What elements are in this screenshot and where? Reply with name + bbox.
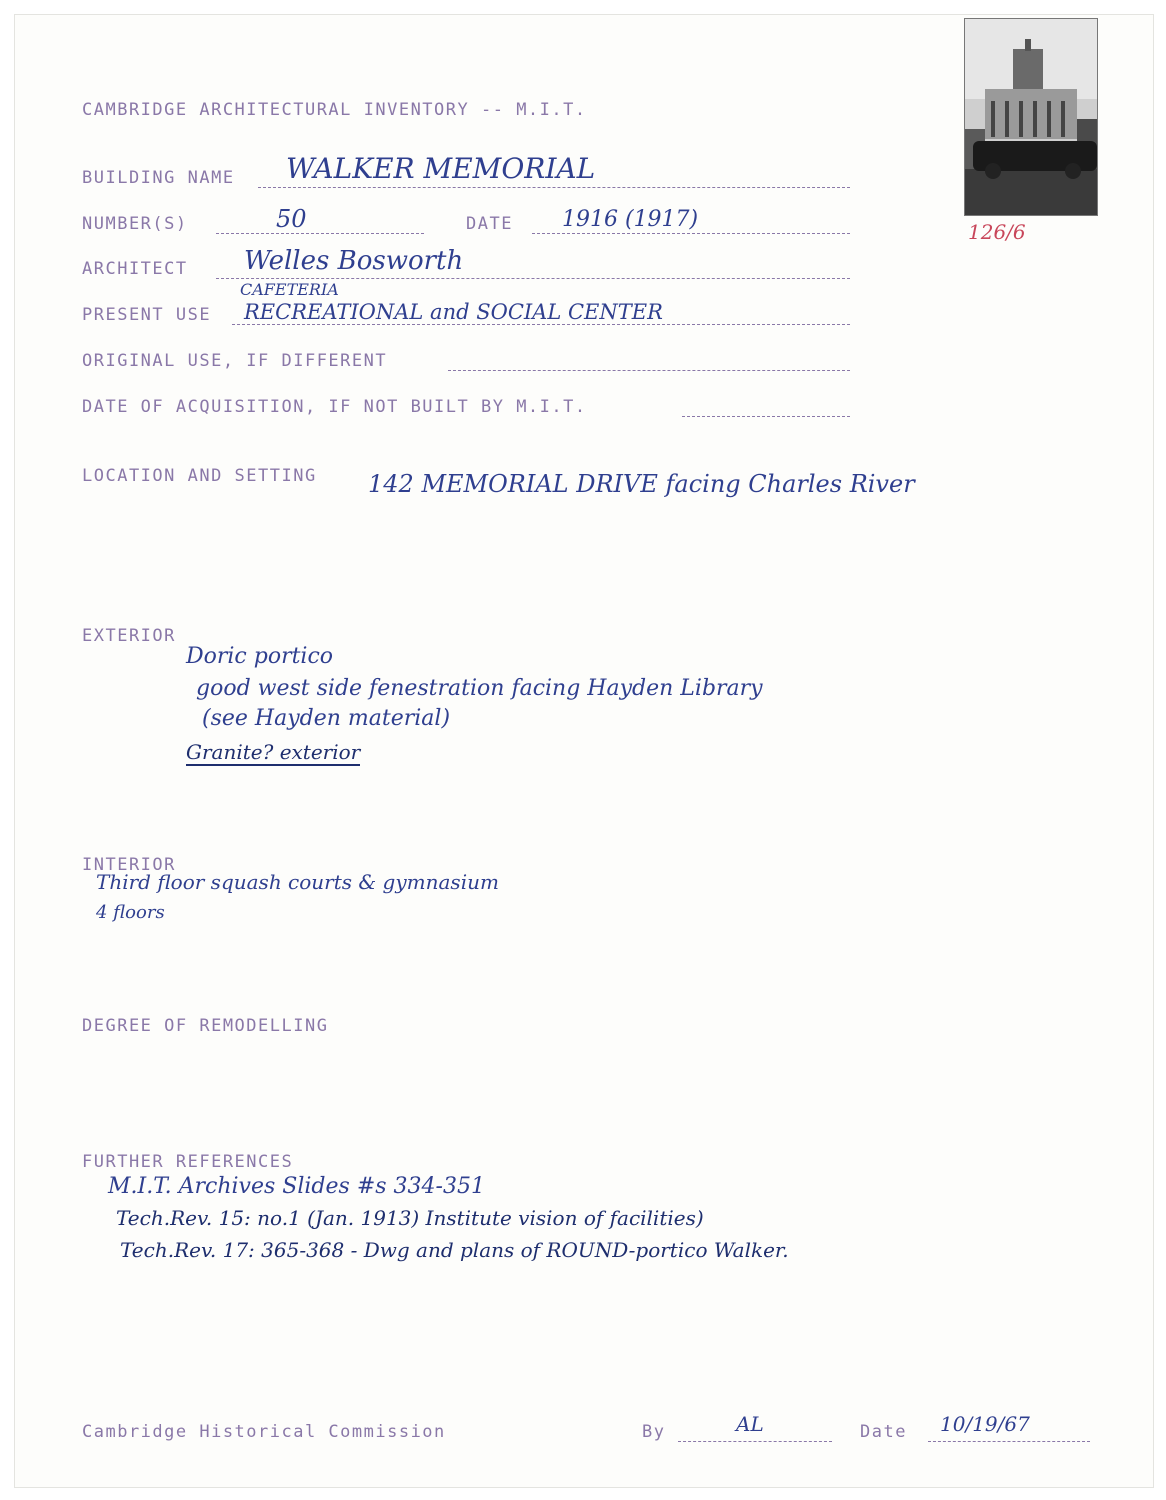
location-value: 142 MEMORIAL DRIVE facing Charles River bbox=[368, 470, 915, 498]
date-line bbox=[532, 233, 850, 234]
original-use-line bbox=[448, 370, 850, 371]
footer-date-value: 10/19/67 bbox=[940, 1412, 1030, 1436]
references-label: FURTHER REFERENCES bbox=[82, 1152, 294, 1172]
number-value: 50 bbox=[276, 205, 307, 233]
exterior-line-1: Doric portico bbox=[186, 644, 334, 669]
building-name-line bbox=[258, 187, 850, 188]
present-use-line bbox=[232, 324, 850, 325]
date-label: DATE bbox=[466, 214, 513, 234]
references-line-2: Tech.Rev. 15: no.1 (Jan. 1913) Institute vision of facilities) bbox=[116, 1206, 704, 1230]
by-line bbox=[678, 1441, 832, 1442]
exterior-line-2: good west side fenestration facing Hayden Library bbox=[196, 676, 763, 701]
present-use-label: PRESENT USE bbox=[82, 305, 212, 325]
acquisition-label: DATE OF ACQUISITION, IF NOT BUILT BY M.I.T. bbox=[82, 397, 587, 417]
exterior-line-4: Granite? exterior bbox=[186, 740, 361, 764]
date-value: 1916 (1917) bbox=[562, 207, 699, 232]
building-photo-image bbox=[965, 19, 1097, 215]
footer-org: Cambridge Historical Commission bbox=[82, 1422, 446, 1442]
footer-date-line bbox=[928, 1441, 1090, 1442]
building-name-value: WALKER MEMORIAL bbox=[286, 152, 596, 185]
numbers-label: NUMBER(S) bbox=[82, 214, 188, 234]
exterior-label: EXTERIOR bbox=[82, 626, 176, 646]
original-use-label: ORIGINAL USE, IF DIFFERENT bbox=[82, 351, 388, 371]
interior-label: INTERIOR bbox=[82, 855, 176, 875]
building-name-label: BUILDING NAME bbox=[82, 168, 235, 188]
numbers-line bbox=[216, 233, 424, 234]
architect-label: ARCHITECT bbox=[82, 259, 188, 279]
acquisition-line bbox=[682, 416, 850, 417]
by-label: By bbox=[642, 1422, 666, 1442]
building-photo bbox=[964, 18, 1098, 216]
location-label: LOCATION AND SETTING bbox=[82, 466, 317, 486]
by-value: AL bbox=[736, 1412, 764, 1436]
architect-value: Welles Bosworth bbox=[244, 246, 464, 276]
form-header: CAMBRIDGE ARCHITECTURAL INVENTORY -- M.I.T. bbox=[82, 100, 587, 120]
footer-date-label: Date bbox=[860, 1422, 907, 1442]
references-line-3: Tech.Rev. 17: 365-368 - Dwg and plans of ROUND-portico Walker. bbox=[120, 1238, 789, 1262]
architect-line bbox=[216, 278, 850, 279]
photo-number: 126/6 bbox=[968, 220, 1026, 244]
exterior-line-3: (see Hayden material) bbox=[202, 706, 451, 731]
present-use-value: RECREATIONAL and SOCIAL CENTER bbox=[244, 300, 663, 324]
present-use-above: CAFETERIA bbox=[240, 280, 339, 299]
interior-line-2: 4 floors bbox=[96, 902, 165, 923]
references-line-1: M.I.T. Archives Slides #s 334-351 bbox=[108, 1174, 485, 1199]
remodelling-label: DEGREE OF REMODELLING bbox=[82, 1016, 329, 1036]
interior-line-1: Third floor squash courts & gymnasium bbox=[96, 870, 499, 894]
